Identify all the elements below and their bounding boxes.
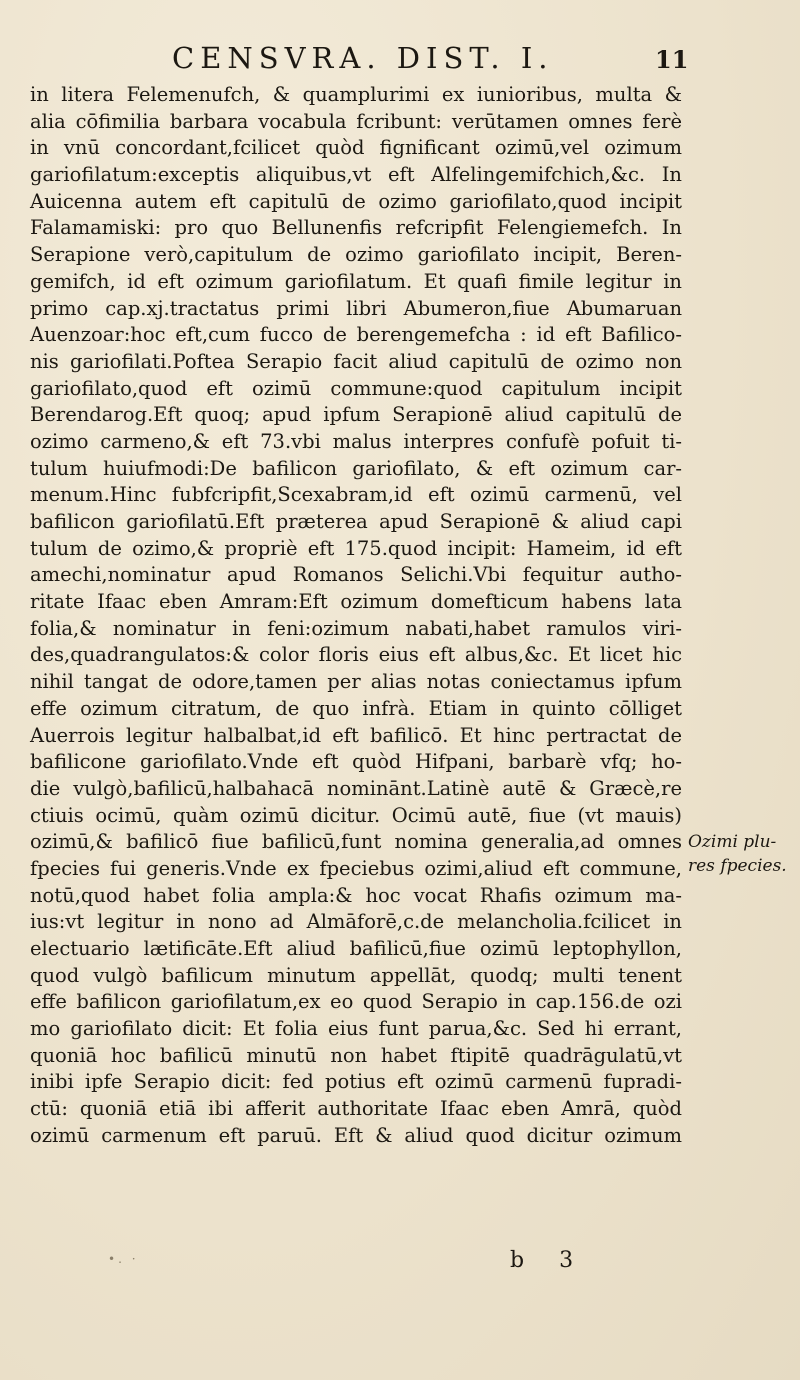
- text-line: tulum huiufmodi:De bafilicon gariofilato, & eft ozimum car-: [30, 456, 682, 480]
- page-header: [0, 38, 800, 78]
- text-line: folia,& nominatur in feni:ozimum nabati,habet ramulos viri-: [30, 616, 682, 640]
- text-line: effe ozimum citratum, de quo infrà. Etiam in quinto cōlliget: [30, 696, 682, 720]
- text-line: bafilicone gariofilato.Vnde eft quòd Hifpani, barbarè vfq; ho-: [30, 750, 682, 774]
- text-line: alia cōfimilia barbara vocabula fcribunt: verūtamen omnes ferè: [30, 109, 682, 133]
- text-line: bafilicon gariofilatū.Eft præterea apud Serapionē & aliud capi: [30, 510, 682, 533]
- text-line: Auerrois legitur halbalbat,id eft bafilicō. Et hinc pertractat de: [30, 723, 682, 747]
- text-line: quoniā hoc bafilicū minutū non habet ftipitē quadrāgulatū,vt: [30, 1043, 682, 1067]
- text-line: in vnū concordant,fcilicet quòd fignificant ozimū,vel ozimum: [30, 136, 682, 160]
- margin-note-line: Ozimi plu-: [688, 832, 777, 852]
- running-head: CENSVRA. DIST. I.: [172, 41, 554, 75]
- text-line: nihil tangat de odore,tamen per alias notas coniectamus ipfum: [30, 670, 682, 694]
- signature-mark: b 3: [510, 1248, 588, 1273]
- text-line: ctū: quoniā etiā ibi afferit authoritate Ifaac eben Amrā, quòd: [30, 1097, 682, 1121]
- folio-number: 11: [655, 45, 689, 74]
- text-line: gariofilato,quod eft ozimū commune:quod capitulum incipit: [30, 376, 682, 400]
- text-line: gemifch, id eft ozimum gariofilatum. Et quafi fimile legitur in: [30, 269, 682, 293]
- text-line: electuario lætificāte.Eft aliud bafilicū,fiue ozimū leptophyllon,: [30, 937, 682, 960]
- text-line: menum.Hinc fubfcripfit,Scexabram,id eft ozimū carmenū, vel: [30, 483, 682, 507]
- ink-specks-decoration: •. ·: [108, 1252, 139, 1266]
- text-line: inibi ipfe Serapio dicit: fed potius eft ozimū carmenū fupradi-: [30, 1070, 682, 1094]
- text-line: notū,quod habet folia ampla:& hoc vocat Rhafis ozimum ma-: [30, 883, 682, 907]
- text-line: ozimū carmenum eft paruū. Eft & aliud quod dicitur ozimum: [30, 1123, 682, 1147]
- text-line: ctiuis ocimū, quàm ozimū dicitur. Ocimū autē, fiue (vt mauis): [30, 803, 682, 827]
- text-line: nis gariofilati.Poftea Serapio facit aliud capitulū de ozimo non: [30, 349, 682, 373]
- text-line: Falamamiski: pro quo Bellunenfis refcripfit Felengiemefch. In: [30, 216, 682, 240]
- margin-note-line: res fpecies.: [688, 856, 787, 876]
- text-line: effe bafilicon gariofilatum,ex eo quod Serapio in cap.156.de ozi: [30, 990, 682, 1014]
- text-line: ozimo carmeno,& eft 73.vbi malus interpres confufè pofuit ti-: [30, 429, 682, 453]
- text-line: Serapione verò,capitulum de ozimo gariofilato incipit, Beren-: [30, 243, 682, 267]
- text-line: fpecies fui generis.Vnde ex fpeciebus ozimi,aliud eft commune,: [30, 856, 682, 880]
- text-line: ozimū,& bafilicō fiue bafilicū,funt nomina generalia,ad omnes: [30, 830, 682, 854]
- text-line: des,quadrangulatos:& color floris eius eft albus,&c. Et licet hic: [30, 643, 682, 667]
- main-text-block: [30, 82, 682, 1150]
- text-line: Auenzoar:hoc eft,cum fucco de berengemefcha : id eft Bafilico-: [30, 323, 682, 347]
- text-line: die vulgò,bafilicū,halbahacā nominānt.Latinè autē & Græcè,re: [30, 776, 682, 800]
- text-line: in litera Felemenufch, & quamplurimi ex iunioribus, multa &: [30, 83, 682, 106]
- text-line: primo cap.xj.tractatus primi libri Abumeron,fiue Abumaruan: [30, 296, 682, 320]
- text-line: Auicenna autem eft capitulū de ozimo gariofilato,quod incipit: [30, 189, 682, 213]
- text-line: ritate Ifaac eben Amram:Eft ozimum domefticum habens lata: [30, 590, 682, 614]
- text-line: tulum de ozimo,& propriè eft 175.quod incipit: Hameim, id eft: [30, 536, 682, 560]
- margin-note: [688, 830, 796, 878]
- text-line: quod vulgò bafilicum minutum appellāt, quodq; multi tenent: [30, 963, 682, 987]
- text-line: Berendarog.Eft quoq; apud ipfum Serapionē aliud capitulū de: [30, 403, 682, 427]
- text-line: gariofilatum:exceptis aliquibus,vt eft Alfelingemifchich,&c. In: [30, 163, 682, 187]
- text-line: amechi,nominatur apud Romanos Selichi.Vbi fequitur autho-: [30, 563, 682, 587]
- text-line: mo gariofilato dicit: Et folia eius funt parua,&c. Sed hi errant,: [30, 1017, 682, 1041]
- text-line: ius:vt legitur in nono ad Almāforē,c.de melancholia.fcilicet in: [30, 910, 682, 934]
